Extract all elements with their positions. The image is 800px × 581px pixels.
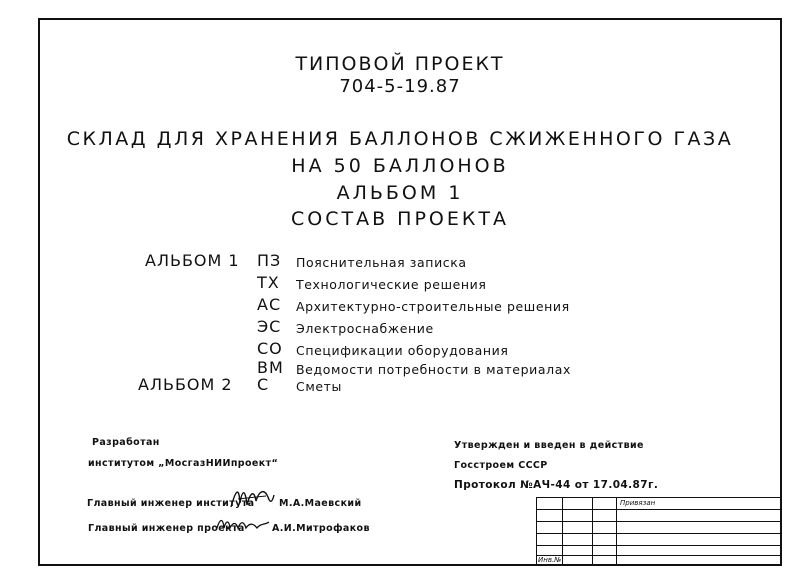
chief-engineer-project-label: Главный инженер проекта bbox=[88, 523, 245, 534]
album-title: АЛЬБОМ 1 bbox=[336, 182, 464, 204]
item-abbr: ЭС bbox=[257, 317, 282, 336]
title-stamp bbox=[536, 497, 782, 566]
item-description: Пояснительная записка bbox=[296, 255, 467, 270]
developer-institute: институтом „МосгазНИИпроект“ bbox=[88, 458, 279, 469]
item-description: Архитектурно-строительные решения bbox=[296, 299, 570, 314]
item-abbr: СО bbox=[257, 339, 283, 358]
item-abbr: ВМ bbox=[257, 358, 284, 377]
item-description: Сметы bbox=[296, 379, 342, 394]
item-abbr: ТХ bbox=[257, 273, 280, 292]
album1-label: АЛЬБОМ 1 bbox=[145, 251, 240, 270]
signature-institute bbox=[228, 483, 276, 513]
project-title: СКЛАД ДЛЯ ХРАНЕНИЯ БАЛЛОНОВ СЖИЖЕННОГО ГАЗА bbox=[66, 128, 734, 150]
chief-engineer-institute-label: Главный инженер института bbox=[87, 498, 255, 509]
project-capacity: НА 50 БАЛЛОНОВ bbox=[291, 155, 509, 177]
item-description: Электроснабжение bbox=[296, 321, 434, 336]
item-abbr: ПЗ bbox=[257, 251, 282, 270]
item-description: Технологические решения bbox=[296, 277, 487, 292]
developed-by: Разработан bbox=[92, 437, 160, 448]
album2-label: АЛЬБОМ 2 bbox=[138, 375, 233, 394]
chief-engineer-institute-name: М.А.Маевский bbox=[279, 498, 362, 509]
item-abbr: АС bbox=[257, 295, 282, 314]
stamp-bound-label: Привязан bbox=[620, 499, 656, 507]
stamp-inv-label: Инв.№ bbox=[538, 556, 562, 564]
approval-line: Утвержден и введен в действие bbox=[454, 440, 644, 451]
chief-engineer-project-name: А.И.Митрофаков bbox=[272, 523, 370, 534]
item-description: Ведомости потребности в материалах bbox=[296, 362, 571, 377]
signature-project bbox=[214, 512, 272, 536]
composition-title: СОСТАВ ПРОЕКТА bbox=[291, 208, 509, 230]
header-title: ТИПОВОЙ ПРОЕКТ bbox=[295, 53, 505, 75]
project-code: 704-5-19.87 bbox=[339, 76, 461, 97]
approval-protocol: Протокол №АЧ-44 от 17.04.87г. bbox=[454, 479, 659, 491]
approval-authority: Госстроем СССР bbox=[454, 460, 548, 471]
drawing-frame bbox=[38, 18, 782, 566]
item-description: Спецификации оборудования bbox=[296, 343, 509, 358]
item-abbr: С bbox=[257, 375, 270, 394]
